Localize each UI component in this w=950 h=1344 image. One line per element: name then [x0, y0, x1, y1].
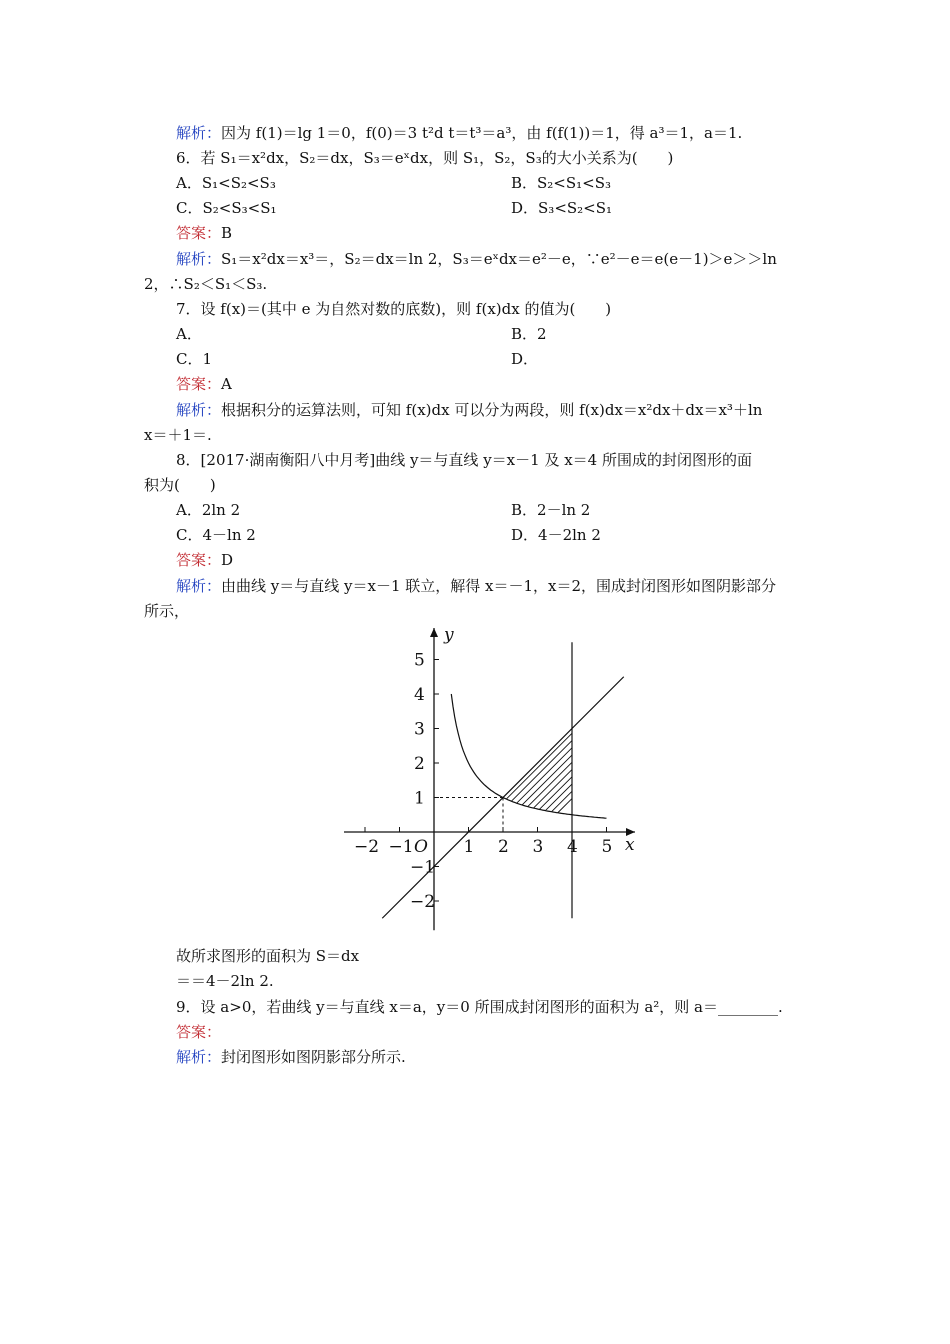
x-tick-label: −2: [354, 837, 380, 857]
y-tick-label: 2: [414, 754, 425, 774]
answer-label: 答案：: [176, 224, 222, 242]
q6-option-a: A．S₁<S₂<S₃: [176, 174, 276, 192]
answer-value: D: [221, 551, 234, 569]
q7-option-c: C．1: [176, 350, 213, 368]
y-tick-label: −1: [410, 857, 436, 878]
q9-answer: [176, 1023, 221, 1041]
q7-solution: [176, 401, 762, 419]
q7-solution-cont: x＝＋1＝.: [144, 426, 212, 444]
hyperbola-curve: [451, 694, 606, 818]
hatch-line: [522, 755, 572, 805]
q9-stem: 9．设 a>0，若曲线 y＝与直线 x＝a，y＝0 所围成封闭图形的面积为 a²，则 a＝________.: [176, 998, 783, 1016]
solution-text: 因为 f(1)＝lg 1＝0，f(0)＝3 t²d t＝t³＝a³，由 f(f(1))＝1，得 a³＝1，a＝1.: [221, 124, 743, 142]
hatch-line: [539, 777, 572, 810]
solution-text: 封闭图形如图阴影部分所示.: [221, 1048, 406, 1066]
hatch-line: [533, 770, 572, 809]
q8-stem-cont: 积为( ): [144, 476, 216, 494]
solution-label: 解析：: [176, 1048, 222, 1066]
answer-label: 答案：: [176, 1023, 222, 1041]
origin-label: O: [414, 837, 428, 857]
q8-solution: [176, 577, 776, 595]
x-tick-labels: [354, 837, 612, 857]
x-tick-label: 2: [498, 837, 509, 857]
q6-stem: 6．若 S₁＝x²dx，S₂＝dx，S₃＝eˣdx，则 S₁，S₂，S₃的大小关系为( ): [176, 149, 674, 167]
solution-label: 解析：: [176, 124, 222, 142]
q7-answer: [176, 375, 232, 393]
q6-option-d: D．S₃<S₂<S₁: [511, 199, 613, 217]
q8-stem: 8．[2017·湖南衡阳八中月考]曲线 y＝与直线 y＝x－1 及 x＝4 所围成的封闭图形的面: [176, 451, 752, 469]
answer-value: A: [221, 375, 232, 393]
q8-conclusion-cont: ＝＝4－2ln 2.: [176, 972, 274, 990]
q8-option-c: C．4－ln 2: [176, 526, 256, 544]
y-tick-label: 4: [414, 685, 425, 705]
q7-stem: 7．设 f(x)＝(其中 e 为自然对数的底数)，则 f(x)dx 的值为( ): [176, 300, 612, 318]
hatch-line: [558, 799, 572, 813]
function-graph: [344, 626, 636, 942]
q5-solution: [176, 124, 742, 142]
x-tick-label: 4: [567, 837, 578, 857]
q8-answer: [176, 551, 233, 569]
q7-option-d: D．: [511, 350, 539, 368]
q6-option-c: C．S₂<S₃<S₁: [176, 199, 277, 217]
hatch-line: [506, 733, 572, 799]
q7-option-b: B．2: [511, 325, 547, 343]
q8-option-b: B．2－ln 2: [511, 501, 591, 519]
solution-text: 由曲线 y＝与直线 y＝x－1 联立，解得 x＝－1，x＝2，围成封闭图形如图阴影部分: [221, 577, 777, 595]
q8-solution-cont: 所示，: [144, 602, 190, 620]
q8-option-d: D．4－2ln 2: [511, 526, 601, 544]
q8-option-a: A．2ln 2: [176, 501, 241, 519]
y-tick-labels: [410, 651, 435, 913]
x-tick-label: 5: [601, 837, 613, 857]
answer-label: 答案：: [176, 375, 222, 393]
q6-solution-cont: 2，∴S₂＜S₁＜S₃.: [144, 275, 268, 293]
x-axis-label: x: [625, 835, 635, 855]
x-tick-label: 1: [463, 837, 475, 857]
q9-solution: [176, 1048, 406, 1066]
hatch-line: [545, 784, 572, 811]
answer-value: B: [221, 224, 233, 242]
q6-solution: [176, 250, 777, 268]
q6-answer: [176, 224, 232, 242]
y-tick-label: 1: [414, 788, 425, 809]
y-tick-label: −2: [410, 892, 436, 912]
q8-conclusion: 故所求图形的面积为 S＝dx: [176, 947, 360, 965]
solution-label: 解析：: [176, 401, 222, 419]
q7-option-a: A．: [176, 325, 202, 343]
solution-text: S₁＝x²dx＝x³＝，S₂＝dx＝ln 2，S₃＝eˣdx＝e²－e，∵e²－e＝e(e－1)＞e＞＞ln: [221, 250, 777, 268]
x-tick-label: 3: [532, 837, 544, 857]
axis-ticks: [365, 660, 607, 902]
shaded-region: [506, 733, 572, 812]
y-tick-label: 3: [414, 719, 425, 740]
hatch-line: [528, 762, 572, 806]
y-tick-label: 5: [414, 650, 425, 671]
solution-label: 解析：: [176, 250, 222, 268]
y-axis-label: y: [444, 626, 454, 645]
answer-label: 答案：: [176, 551, 222, 569]
q6-option-b: B．S₂<S₁<S₃: [511, 174, 612, 192]
x-tick-label: −1: [388, 837, 414, 857]
solution-text: 根据积分的运算法则，可知 f(x)dx 可以分为两段，则 f(x)dx＝x²dx＋dx＝x³＋ln: [221, 401, 763, 419]
solution-label: 解析：: [176, 577, 222, 595]
